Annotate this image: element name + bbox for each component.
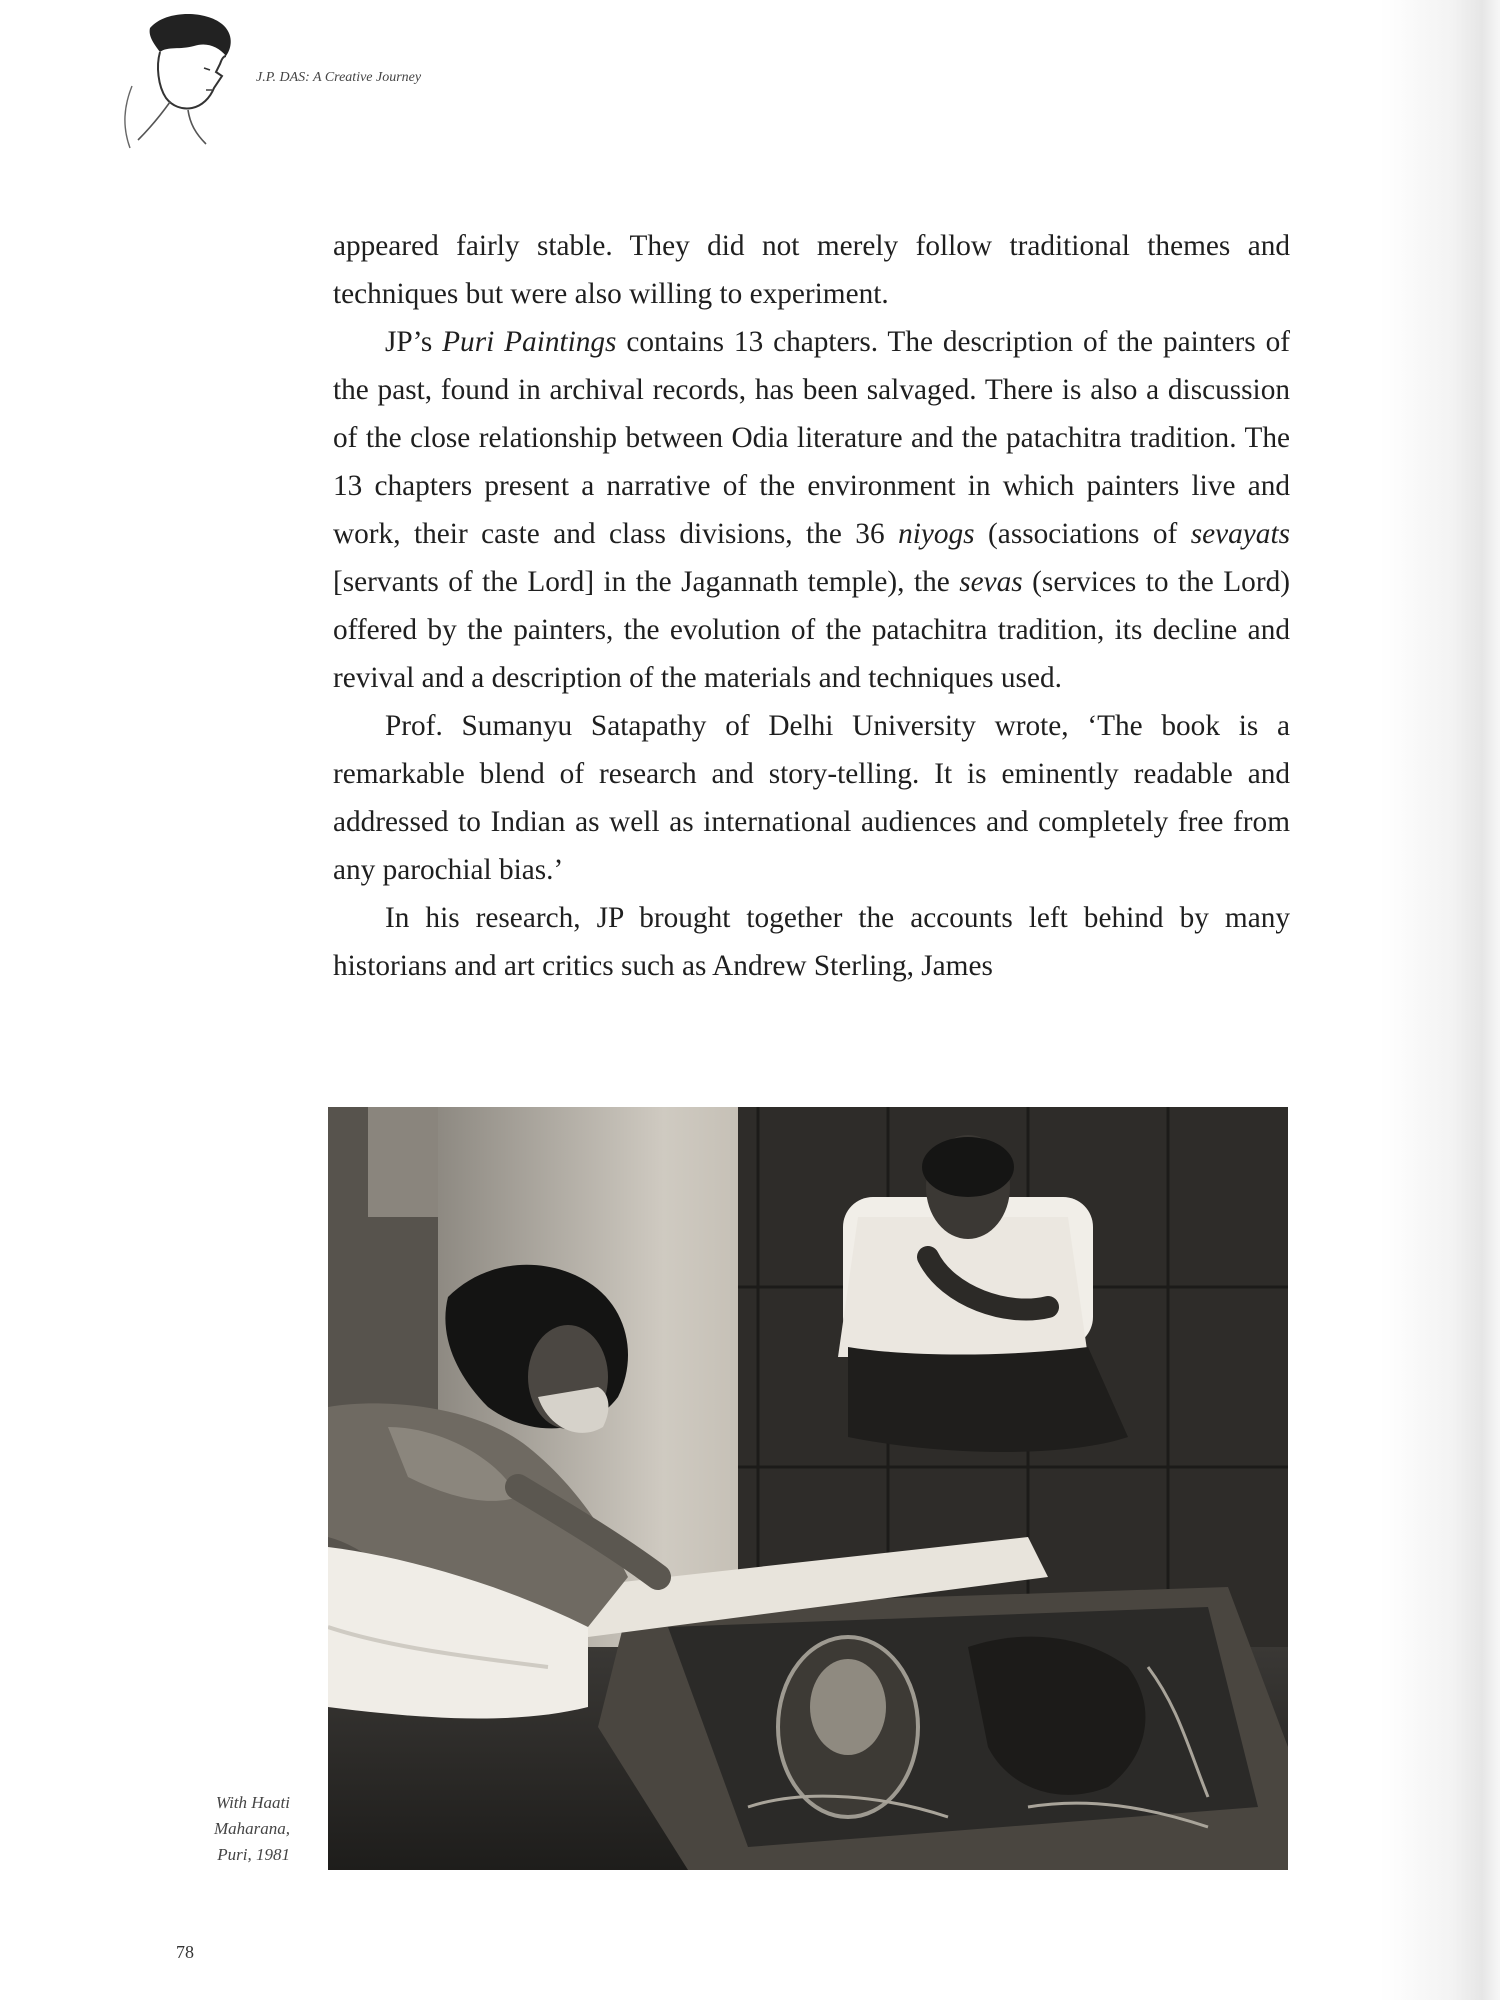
caption-line: With Haati <box>215 1793 290 1812</box>
photograph <box>328 1107 1288 1870</box>
caption-line: Puri, 1981 <box>217 1845 290 1864</box>
body-text <box>333 222 1290 990</box>
author-portrait-icon <box>110 6 240 156</box>
paragraph-3: Prof. Sumanyu Satapathy of Delhi University wrote, ‘The book is a remarkable blend of research and story-telling. It is eminently readable and addressed to Indian as well as international audiences and completely free from any parochial bias.’ <box>333 710 1290 886</box>
book-title: Puri Paintings <box>442 326 617 358</box>
page-number: 78 <box>176 1942 194 1962</box>
running-head: J.P. DAS: A Creative Journey <box>256 70 422 85</box>
paragraph-2: JP’s Puri Paintings contains 13 chapters. The description of the painters of the past, found in archival records, has been salvaged. There is also a discussion of the close relationship between Odia literature and the patachitra tradition. The 13 chapters present a narrative of the environment in which painters live and work, their caste and class divisions, the 36 niyogs (associations of sevayats [servants of the Lord] in the Jagannath temple), the sevas (services to the Lord) offered by the painters, the evolution of the patachitra tradition, its decline and revival and a description of the materials and techniques used. <box>333 326 1291 694</box>
caption-line: Maharana, <box>213 1819 290 1838</box>
page-header <box>110 6 530 156</box>
photo-caption <box>170 1790 290 1868</box>
paragraph-1: appeared fairly stable. They did not merely follow traditional themes and techniques but were also willing to experiment. <box>333 230 1290 310</box>
paragraph-4: In his research, JP brought together the accounts left behind by many historians and art critics such as Andrew Sterling, James <box>333 902 1290 982</box>
page-edge-shadow <box>1380 0 1500 2000</box>
